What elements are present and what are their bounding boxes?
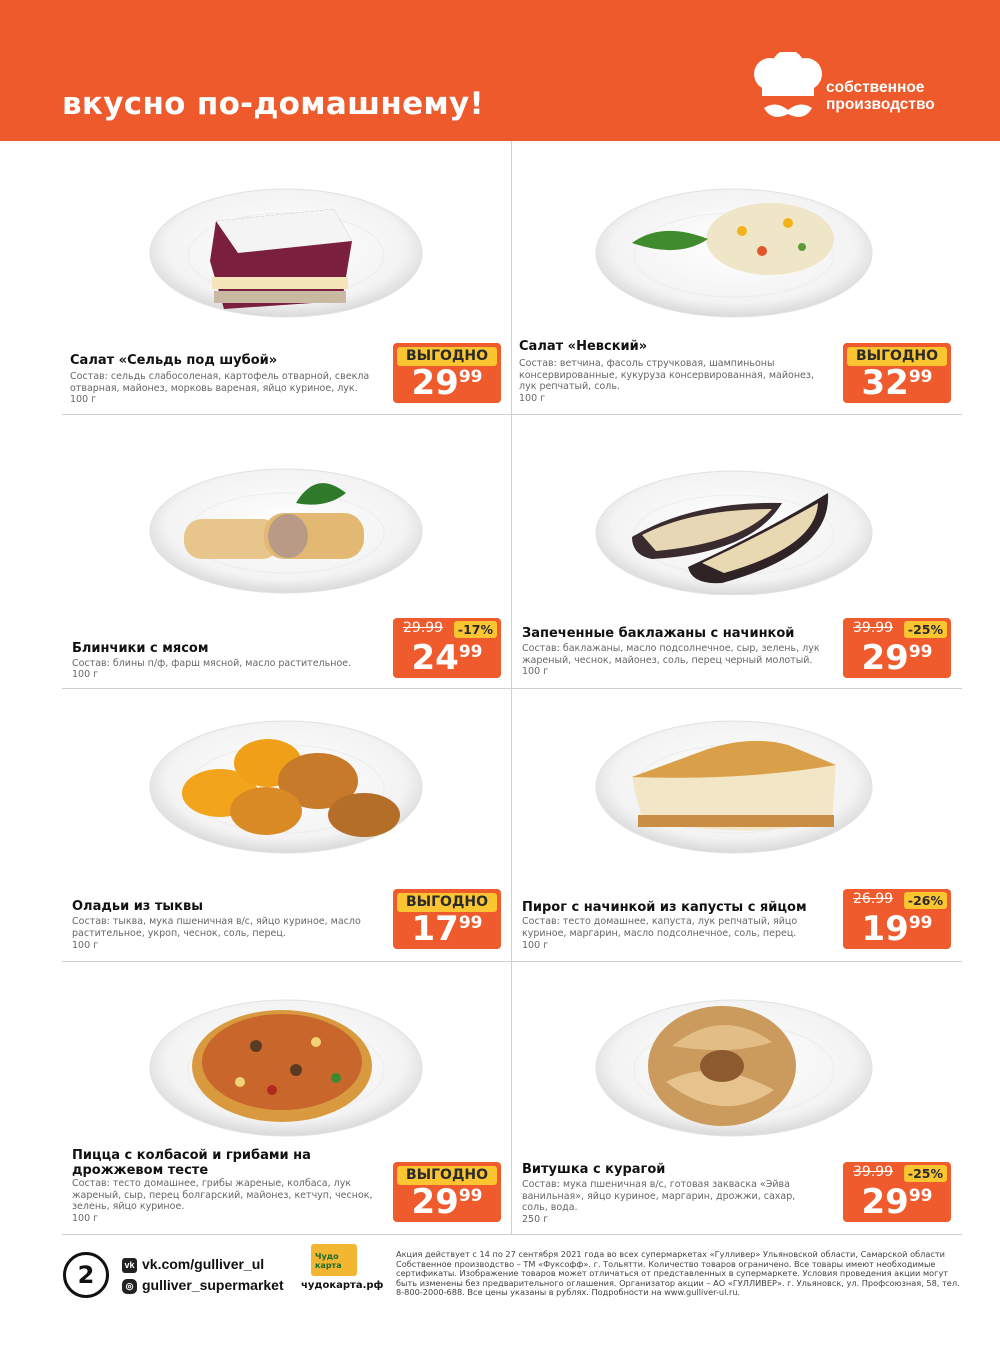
product-weight: 100 г: [72, 940, 99, 951]
price: 3299: [861, 363, 933, 403]
legal-disclaimer: Акция действует с 14 по 27 сентября 2021 года во всех супермаркетах «Гулливер» Ульяновской области, Самарской области Собственное производство – ТМ «Фуксофф». г. Тольятти. Количество товаров ограничено. Все товары имеют необходимые сертификаты. Изображение товаров может отличаться от представленных в супермаркете. Условия проведения акции могут быть изменены без предварительного оглашения. Организатор акции – АО «ГУЛЛИВЕР». г. Ульяновск, ул. Профсоюзная, 58, тел. 8-800-2000-688. Все цены указаны в рублях. Подробности на www.gulliver-ul.ru.: [396, 1249, 960, 1298]
product-title: Пицца с колбасой и грибами на дрожжевом тесте: [72, 1148, 311, 1178]
price-tag: [393, 343, 501, 403]
product-weight: 100 г: [70, 394, 97, 405]
product-title: Витушка с курагой: [522, 1162, 666, 1177]
product-weight: 100 г: [72, 1213, 99, 1224]
food-image: [592, 986, 876, 1138]
price: 2999: [861, 638, 933, 678]
food-image: [146, 711, 426, 857]
badge-label: ВЫГОДНО: [397, 893, 497, 912]
row-divider: [62, 1234, 962, 1235]
product-card[interactable]: [62, 141, 502, 414]
price-tag: [393, 889, 501, 949]
product-weight: 100 г: [522, 940, 549, 951]
product-card[interactable]: [512, 141, 952, 414]
card-website-link[interactable]: чудокарта.рф: [301, 1280, 384, 1291]
price: 2999: [411, 363, 483, 403]
price-tag: [843, 889, 951, 949]
price-tag: [843, 618, 951, 678]
price-tag: [393, 1162, 501, 1222]
product-title: Салат «Невский»: [519, 339, 648, 354]
vk-icon: vk: [122, 1258, 137, 1273]
old-price: 39.99: [853, 1164, 894, 1180]
food-image: [146, 986, 426, 1138]
product-weight: 100 г: [519, 393, 546, 404]
price-tag: [843, 343, 951, 403]
product-card[interactable]: [62, 689, 502, 961]
price: 1999: [861, 909, 933, 949]
product-card[interactable]: [512, 689, 952, 961]
header-banner: [0, 0, 1000, 141]
food-image: [592, 181, 876, 321]
product-card[interactable]: [62, 415, 502, 688]
logo-text: собственное производство: [826, 79, 935, 113]
page-title: вкусно по-домашнему!: [62, 86, 484, 122]
food-image: [592, 711, 876, 857]
product-weight: 250 г: [522, 1214, 549, 1225]
product-description: Состав: тыква, мука пшеничная в/с, яйцо куриное, масло растительное, укроп, чеснок, соль, перец.: [72, 916, 361, 939]
chef-hat-icon: [752, 52, 824, 132]
old-price: 39.99: [853, 620, 894, 636]
product-description: Состав: блины п/ф, фарш мясной, масло растительное.: [72, 658, 352, 669]
product-weight: 100 г: [522, 666, 549, 677]
product-title: Блинчики с мясом: [72, 641, 209, 656]
product-card[interactable]: [512, 962, 952, 1234]
product-card[interactable]: [62, 962, 502, 1234]
chudo-card-logo: Чудо карта: [311, 1244, 357, 1276]
product-description: Состав: баклажаны, масло подсолнечное, сыр, зелень, лук жареный, чеснок, майонез, соль, перец черный молотый.: [522, 643, 820, 666]
own-production-logo: [752, 52, 962, 132]
product-description: Состав: тесто домашнее, капуста, лук репчатый, яйцо куриное, маргарин, масло подсолнечное, соль, перец.: [522, 916, 798, 939]
badge-label: ВЫГОДНО: [847, 347, 947, 366]
product-card[interactable]: [512, 415, 952, 688]
product-title: Салат «Сельдь под шубой»: [70, 353, 278, 368]
product-description: Состав: ветчина, фасоль стручковая, шампиньоны консервированные, кукуруза консервированная, майонез, лук репчатый, соль.: [519, 358, 814, 392]
price-tag: [393, 618, 501, 678]
badge-label: ВЫГОДНО: [397, 347, 497, 366]
discount-badge: -17%: [454, 621, 497, 638]
price-tag: [843, 1162, 951, 1222]
food-image: [146, 463, 426, 595]
instagram-link[interactable]: ◎ gulliver_supermarket: [122, 1277, 284, 1294]
product-title: Пирог с начинкой из капусты с яйцом: [522, 900, 807, 915]
product-title: Запеченные баклажаны с начинкой: [522, 626, 795, 641]
product-description: Состав: мука пшеничная в/с, готовая закваска «Эйва ванильная», яйцо куриное, маргарин, дрожжи, сахар, соль, вода.: [522, 1179, 796, 1213]
price: 2999: [861, 1182, 933, 1222]
badge-label: ВЫГОДНО: [397, 1166, 497, 1185]
discount-badge: -25%: [904, 621, 947, 638]
product-title: Оладьи из тыквы: [72, 899, 203, 914]
product-description: Состав: тесто домашнее, грибы жареные, колбаса, лук жареный, сыр, перец болгарский, майонез, кетчуп, чеснок, зелень, яйцо куриное.: [72, 1178, 373, 1212]
product-weight: 100 г: [72, 669, 99, 680]
food-image: [592, 463, 876, 595]
page-number: 2: [63, 1252, 109, 1298]
discount-badge: -25%: [904, 1165, 947, 1182]
price: 1799: [411, 909, 483, 949]
vk-link[interactable]: vk vk.com/gulliver_ul: [122, 1256, 264, 1273]
old-price: 29.99: [403, 620, 444, 636]
product-description: Состав: сельдь слабосоленая, картофель отварной, свекла отварная, майонез, морковь вареная, яйцо куриное, лук.: [70, 371, 370, 394]
old-price: 26.99: [853, 891, 894, 907]
price: 2499: [411, 638, 483, 678]
price: 2999: [411, 1182, 483, 1222]
instagram-icon: ◎: [122, 1279, 137, 1294]
food-image: [146, 181, 426, 321]
discount-badge: -26%: [904, 892, 947, 909]
